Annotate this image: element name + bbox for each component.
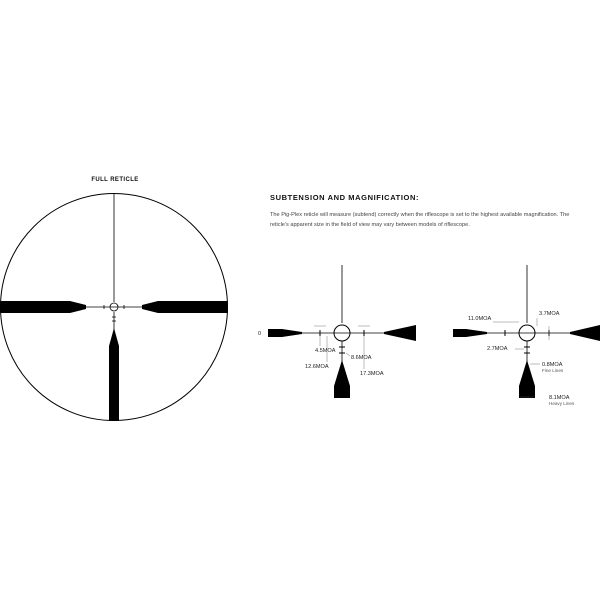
left-heavy-post (268, 329, 302, 337)
bottom-heavy-post (334, 360, 350, 398)
leader-line (346, 353, 350, 356)
full-reticle-title: FULL RETICLE (91, 177, 139, 183)
label-12-6moa: 12.6MOA (305, 364, 329, 370)
label-11-0moa: 11.0MOA (468, 316, 492, 322)
label-17-3moa: 17.3MOA (360, 371, 384, 377)
full-reticle (0, 193, 228, 422)
left-heavy-post (453, 329, 487, 337)
right-heavy-post (384, 325, 416, 341)
label-heavy-lines: Heavy Lines (549, 401, 575, 406)
label-0-8moa: 0.8MOA (542, 362, 563, 368)
zero-label: 0 (258, 331, 262, 337)
bottom-heavy-post (519, 360, 535, 398)
right-heavy-post (570, 325, 600, 341)
right-heavy-post (142, 301, 228, 313)
subtension-description: The Pig-Plex reticle will measure (subtend) correctly when the riflescope is set to the highest available magnification. The reticle's apparent size in the field of view may vary between models of riflescope. (270, 212, 570, 228)
left-heavy-post (0, 301, 86, 313)
subtension-title: SUBTENSION AND MAGNIFICATION: (270, 193, 420, 202)
label-2-7moa: 2.7MOA (487, 346, 508, 352)
label-4-5moa: 4.5MOA (315, 348, 336, 354)
bottom-heavy-post (109, 328, 119, 422)
label-8-6moa: 8.6MOA (351, 355, 372, 361)
label-8-1moa: 8.1MOA (549, 395, 570, 401)
label-3-7moa: 3.7MOA (539, 311, 560, 317)
label-fine-lines: Fine Lines (542, 368, 564, 373)
subtension-diagram-left (258, 265, 416, 398)
subtension-diagram-right (453, 265, 600, 406)
